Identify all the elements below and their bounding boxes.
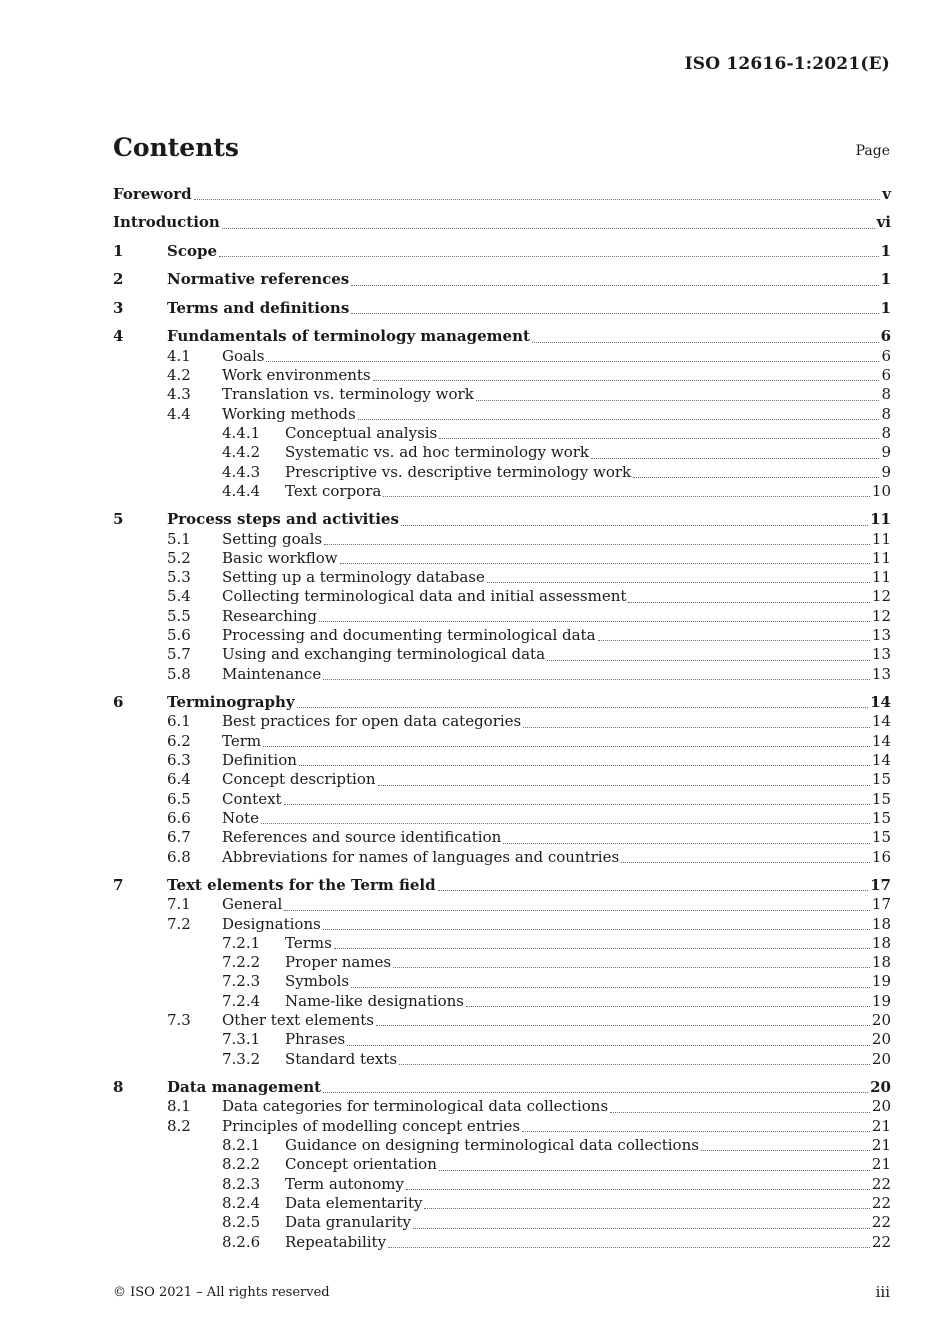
toc-entry-number: 7.3.2 xyxy=(222,1049,261,1068)
toc-entry-number: 4.4.1 xyxy=(222,423,261,442)
toc-entry-number: 6.1 xyxy=(167,712,191,731)
dot-leader xyxy=(284,909,870,911)
toc-entry[interactable] xyxy=(113,366,891,385)
dot-leader xyxy=(263,745,870,747)
toc-entry[interactable] xyxy=(113,645,891,664)
toc-entry[interactable] xyxy=(113,1078,891,1097)
toc-entry-number: 8.2.5 xyxy=(222,1213,261,1232)
dot-leader xyxy=(219,255,879,257)
toc-entry-number: 8.2.4 xyxy=(222,1193,261,1212)
toc-entry-page: 22 xyxy=(871,1213,891,1232)
toc-entry-number: 6.3 xyxy=(167,751,191,770)
dot-leader xyxy=(319,620,870,622)
toc-entry-page: 15 xyxy=(871,789,891,808)
toc-entry-title: Terms and definitions xyxy=(167,298,350,317)
toc-entry[interactable] xyxy=(113,895,891,914)
toc-entry-page: 15 xyxy=(871,808,891,827)
toc-entry[interactable] xyxy=(113,327,891,346)
toc-entry-title: Definition xyxy=(222,751,297,770)
toc-entry-number: 5.4 xyxy=(167,587,191,606)
toc-entry-number: 7.3 xyxy=(167,1011,191,1030)
dot-leader xyxy=(323,1091,868,1093)
toc-entry[interactable] xyxy=(113,587,891,606)
dot-leader xyxy=(406,1188,870,1190)
dot-leader xyxy=(284,803,870,805)
toc-entry-number: 4.4.3 xyxy=(222,462,261,481)
toc-entry-number: 6.2 xyxy=(167,731,191,750)
toc-entry[interactable] xyxy=(113,482,891,501)
toc-entry[interactable] xyxy=(113,549,891,568)
toc-entry-title: Best practices for open data categories xyxy=(222,712,522,731)
toc-entry[interactable] xyxy=(113,1213,891,1232)
toc-entry[interactable] xyxy=(113,915,891,934)
dot-leader xyxy=(351,986,870,988)
toc-entry-number: 5.2 xyxy=(167,548,191,567)
toc-entry-title: Principles of modelling concept entries xyxy=(222,1116,521,1135)
toc-entry-number: 7.3.1 xyxy=(222,1030,261,1049)
toc-entry-title: Standard texts xyxy=(285,1049,398,1068)
dot-leader xyxy=(598,639,870,641)
toc-entry-title: Term autonomy xyxy=(285,1174,404,1193)
toc-entry-page: 20 xyxy=(871,1049,891,1068)
toc-entry[interactable] xyxy=(113,712,891,731)
toc-entry-title: Fundamentals of terminology management xyxy=(167,327,530,346)
dot-leader xyxy=(424,1207,869,1209)
toc-entry[interactable] xyxy=(113,809,891,828)
toc-entry-number: 8.2.1 xyxy=(222,1136,261,1155)
toc-entry[interactable] xyxy=(113,751,891,770)
toc-entry[interactable] xyxy=(113,347,891,366)
dot-leader xyxy=(323,678,870,680)
dot-leader xyxy=(532,341,879,343)
toc-entry-number: 5.3 xyxy=(167,568,191,587)
dot-leader xyxy=(347,1044,870,1046)
dot-leader xyxy=(610,1111,870,1113)
toc-entry[interactable] xyxy=(113,665,891,684)
toc-entry-page: 10 xyxy=(871,481,891,500)
dot-leader xyxy=(401,524,868,526)
toc-entry-page: 1 xyxy=(880,270,891,289)
toc-entry-page: 22 xyxy=(871,1174,891,1193)
dot-leader xyxy=(351,284,878,286)
toc-entry-title: Data granularity xyxy=(285,1213,411,1232)
toc-entry-title: Prescriptive vs. descriptive terminology work xyxy=(285,462,632,481)
toc-entry[interactable] xyxy=(113,607,891,626)
toc-entry-number: 6.4 xyxy=(167,770,191,789)
dot-leader xyxy=(621,861,870,863)
dot-leader xyxy=(399,1063,870,1065)
toc-entry-page: 13 xyxy=(871,626,891,645)
toc-entry[interactable] xyxy=(113,626,891,645)
dot-leader xyxy=(358,418,880,420)
toc-entry-page: 19 xyxy=(871,991,891,1010)
toc-entry-number: 4 xyxy=(113,327,124,346)
toc-entry-title: Collecting terminological data and initial assessment xyxy=(222,587,627,606)
toc-entry-page: 6 xyxy=(881,346,891,365)
toc-entry-number: 5.5 xyxy=(167,606,191,625)
toc-entry-number: 4.4 xyxy=(167,404,191,423)
toc-entry[interactable] xyxy=(113,270,891,289)
toc-entry[interactable] xyxy=(113,1175,891,1194)
toc-entry-page: 11 xyxy=(871,548,891,567)
toc-entry-number: 6.6 xyxy=(167,808,191,827)
dot-leader xyxy=(547,659,870,661)
toc-entry-title: Translation vs. terminology work xyxy=(222,385,474,404)
dot-leader xyxy=(334,947,870,949)
toc-entry-page: 18 xyxy=(871,914,891,933)
toc-entry-title: Basic workflow xyxy=(222,548,338,567)
toc-entry-title: Goals xyxy=(222,346,265,365)
toc-entry[interactable] xyxy=(113,992,891,1011)
toc-entry-page: 12 xyxy=(871,587,891,606)
toc-entry-title: Maintenance xyxy=(222,664,322,683)
toc-entry-page: 11 xyxy=(871,568,891,587)
toc-entry-number: 8.2.6 xyxy=(222,1232,261,1251)
dot-leader xyxy=(351,312,878,314)
toc-entry-number: 5.8 xyxy=(167,664,191,683)
dot-leader xyxy=(628,601,869,603)
dot-leader xyxy=(194,198,881,200)
toc-entry[interactable] xyxy=(113,1233,891,1252)
dot-leader xyxy=(476,399,880,401)
toc-entry-page: v xyxy=(882,185,891,203)
toc-entry-title: Setting goals xyxy=(222,529,323,548)
toc-entry[interactable] xyxy=(113,405,891,424)
toc-entry-title: Text elements for the Term field xyxy=(167,876,436,894)
toc-entry-page: 18 xyxy=(871,933,891,952)
toc-entry-page: 14 xyxy=(871,731,891,750)
dot-leader xyxy=(633,476,879,478)
toc-entry[interactable] xyxy=(113,953,891,972)
toc-entry[interactable] xyxy=(113,693,891,712)
dot-leader xyxy=(413,1227,870,1229)
toc-entry[interactable] xyxy=(113,213,891,232)
toc-entry[interactable] xyxy=(113,185,891,204)
toc-entry-number: 8.2 xyxy=(167,1116,191,1135)
toc-entry-title: Researching xyxy=(222,606,317,625)
toc-entry-page: 9 xyxy=(881,443,891,462)
dot-leader xyxy=(438,889,869,891)
dot-leader xyxy=(299,764,870,766)
toc-entry-title: Text corpora xyxy=(285,481,382,500)
dot-leader xyxy=(393,966,870,968)
toc-entry-number: 6.5 xyxy=(167,789,191,808)
dot-leader xyxy=(701,1149,870,1151)
toc-entry[interactable] xyxy=(113,463,891,482)
toc-entry-page: 8 xyxy=(881,404,891,423)
toc-entry-title: Abbreviations for names of languages and countries xyxy=(222,847,620,866)
toc-entry-number: 7.2 xyxy=(167,914,191,933)
document-id: ISO 12616-1:2021(E) xyxy=(684,54,890,74)
toc-entry-title: Normative references xyxy=(167,270,350,289)
toc-entry-page: 20 xyxy=(870,1078,891,1097)
toc-entry-page: vi xyxy=(876,213,891,232)
toc-entry-page: 1 xyxy=(880,298,891,317)
toc-entry-title: Scope xyxy=(167,241,218,260)
toc-entry[interactable] xyxy=(113,1097,891,1116)
toc-entry-title: General xyxy=(222,895,283,914)
toc-entry-number: 7.2.4 xyxy=(222,991,261,1010)
dot-leader xyxy=(591,457,879,459)
toc-entry[interactable] xyxy=(113,242,891,261)
toc-entry[interactable] xyxy=(113,972,891,991)
toc-entry-page: 22 xyxy=(871,1193,891,1212)
toc-entry-title: Foreword xyxy=(113,185,192,203)
toc-entry-title: Designations xyxy=(222,914,321,933)
toc-entry[interactable] xyxy=(113,530,891,549)
toc-entry-title: Setting up a terminology database xyxy=(222,568,485,587)
toc-entry-title: Concept orientation xyxy=(285,1155,437,1174)
toc-entry-page: 14 xyxy=(871,751,891,770)
toc-entry-title: Name-like designations xyxy=(285,991,464,1010)
dot-leader xyxy=(373,379,880,381)
toc-entry-number: 8 xyxy=(113,1078,124,1097)
dot-leader xyxy=(388,1246,870,1248)
toc-entry-page: 18 xyxy=(871,953,891,972)
contents-title: Contents xyxy=(113,133,240,162)
toc-entry-number: 5.1 xyxy=(167,529,191,548)
toc-entry-number: 7.1 xyxy=(167,895,191,914)
toc-entry-title: Other text elements xyxy=(222,1011,374,1030)
toc-entry-title: Introduction xyxy=(113,213,220,232)
toc-entry-page: 19 xyxy=(871,972,891,991)
page-column-label: Page xyxy=(855,143,890,159)
dot-leader xyxy=(323,928,870,930)
toc-entry-page: 21 xyxy=(871,1136,891,1155)
toc-entry-title: Processing and documenting terminological data xyxy=(222,626,596,645)
toc-entry[interactable] xyxy=(113,299,891,318)
dot-leader xyxy=(266,360,879,362)
toc-entry-page: 14 xyxy=(871,712,891,731)
toc-entry-number: 8.2.2 xyxy=(222,1155,261,1174)
dot-leader xyxy=(439,437,879,439)
toc-entry-page: 20 xyxy=(871,1011,891,1030)
toc-entry-title: Repeatability xyxy=(285,1232,387,1251)
toc-entry-title: Context xyxy=(222,789,282,808)
toc-entry-number: 3 xyxy=(113,298,124,317)
toc-entry-number: 5.6 xyxy=(167,626,191,645)
toc-entry-number: 6 xyxy=(113,693,124,712)
toc-entry[interactable] xyxy=(113,568,891,587)
toc-entry-title: Working methods xyxy=(222,404,356,423)
toc-entry[interactable] xyxy=(113,1155,891,1174)
toc-entry-title: Proper names xyxy=(285,953,392,972)
toc-entry-title: Concept description xyxy=(222,770,376,789)
toc-entry-title: Work environments xyxy=(222,366,371,385)
toc-entry[interactable] xyxy=(113,732,891,751)
toc-entry-title: References and source identification xyxy=(222,828,502,847)
toc-entry-page: 20 xyxy=(871,1097,891,1116)
dot-leader xyxy=(261,822,870,824)
toc-entry-number: 5.7 xyxy=(167,645,191,664)
dot-leader xyxy=(222,227,875,229)
toc-entry-title: Note xyxy=(222,808,260,827)
toc-entry-page: 9 xyxy=(881,462,891,481)
toc-entry-page: 15 xyxy=(871,770,891,789)
toc-entry-number: 4.3 xyxy=(167,385,191,404)
toc-entry[interactable] xyxy=(113,1194,891,1213)
toc-entry[interactable] xyxy=(113,510,891,529)
dot-leader xyxy=(378,784,870,786)
toc-entry[interactable] xyxy=(113,934,891,953)
toc-entry-number: 8.2.3 xyxy=(222,1174,261,1193)
toc-entry-page: 1 xyxy=(880,241,891,260)
toc-entry-title: Conceptual analysis xyxy=(285,423,438,442)
toc-entry-number: 4.1 xyxy=(167,346,191,365)
dot-leader xyxy=(439,1169,870,1171)
toc-entry-page: 21 xyxy=(871,1155,891,1174)
toc-entry-title: Term xyxy=(222,731,262,750)
toc-entry-title: Data categories for terminological data collections xyxy=(222,1097,609,1116)
dot-leader xyxy=(297,706,869,708)
toc-entry[interactable] xyxy=(113,876,891,895)
toc-entry[interactable] xyxy=(113,424,891,443)
toc-entry-page: 13 xyxy=(871,645,891,664)
toc-entry-page: 13 xyxy=(871,664,891,683)
toc-entry[interactable] xyxy=(113,770,891,789)
toc-entry-number: 7 xyxy=(113,876,124,894)
toc-entry-page: 21 xyxy=(871,1116,891,1135)
toc-entry-number: 1 xyxy=(113,241,124,260)
toc-entry-number: 6.8 xyxy=(167,847,191,866)
toc-entry-page: 11 xyxy=(871,529,891,548)
dot-leader xyxy=(503,842,870,844)
footer-copyright: © ISO 2021 – All rights reserved xyxy=(113,1285,330,1300)
dot-leader xyxy=(383,495,870,497)
footer-page-number: iii xyxy=(875,1283,890,1301)
toc-entry-title: Guidance on designing terminological data collections xyxy=(285,1136,699,1155)
toc-entry-title: Terms xyxy=(285,933,332,952)
toc-entry-page: 6 xyxy=(880,327,891,346)
toc-entry-number: 4.4.4 xyxy=(222,481,261,500)
toc-entry-page: 17 xyxy=(871,895,891,914)
toc-entry-title: Data management xyxy=(167,1078,322,1097)
toc-entry-page: 6 xyxy=(881,366,891,385)
dot-leader xyxy=(522,1130,870,1132)
toc-entry-page: 16 xyxy=(871,847,891,866)
toc-entry-title: Terminography xyxy=(167,693,295,712)
toc-entry-number: 7.2.2 xyxy=(222,953,261,972)
dot-leader xyxy=(324,543,870,545)
toc-entry-number: 4.2 xyxy=(167,366,191,385)
toc-entry-title: Systematic vs. ad hoc terminology work xyxy=(285,443,589,462)
toc-entry-number: 2 xyxy=(113,270,124,289)
toc-entry[interactable] xyxy=(113,1050,891,1069)
toc-entry[interactable] xyxy=(113,848,891,867)
dot-leader xyxy=(376,1024,870,1026)
table-of-contents xyxy=(113,185,891,1252)
dot-leader xyxy=(466,1005,870,1007)
toc-entry-page: 14 xyxy=(870,693,891,712)
toc-entry-title: Using and exchanging terminological data xyxy=(222,645,546,664)
toc-entry-number: 7.2.1 xyxy=(222,933,261,952)
toc-entry-number: 8.1 xyxy=(167,1097,191,1116)
toc-entry-page: 20 xyxy=(871,1030,891,1049)
toc-entry-number: 5 xyxy=(113,510,124,529)
toc-entry-title: Process steps and activities xyxy=(167,510,399,529)
toc-entry[interactable] xyxy=(113,1011,891,1030)
toc-entry[interactable] xyxy=(113,790,891,809)
toc-entry[interactable] xyxy=(113,1117,891,1136)
toc-entry-number: 7.2.3 xyxy=(222,972,261,991)
toc-entry-title: Phrases xyxy=(285,1030,346,1049)
dot-leader xyxy=(340,562,870,564)
dot-leader xyxy=(523,726,870,728)
toc-entry[interactable] xyxy=(113,1030,891,1049)
toc-entry[interactable] xyxy=(113,443,891,462)
dot-leader xyxy=(487,581,870,583)
toc-entry-number: 6.7 xyxy=(167,828,191,847)
toc-entry-page: 8 xyxy=(881,423,891,442)
toc-entry-title: Symbols xyxy=(285,972,350,991)
toc-entry[interactable] xyxy=(113,1136,891,1155)
toc-entry-page: 17 xyxy=(870,876,891,894)
toc-entry-title: Data elementarity xyxy=(285,1193,423,1212)
toc-entry[interactable] xyxy=(113,828,891,847)
toc-entry-page: 8 xyxy=(881,385,891,404)
toc-entry[interactable] xyxy=(113,385,891,404)
toc-entry-page: 22 xyxy=(871,1232,891,1251)
toc-entry-page: 15 xyxy=(871,828,891,847)
toc-entry-page: 12 xyxy=(871,606,891,625)
toc-entry-page: 11 xyxy=(870,510,891,529)
toc-entry-number: 4.4.2 xyxy=(222,443,261,462)
